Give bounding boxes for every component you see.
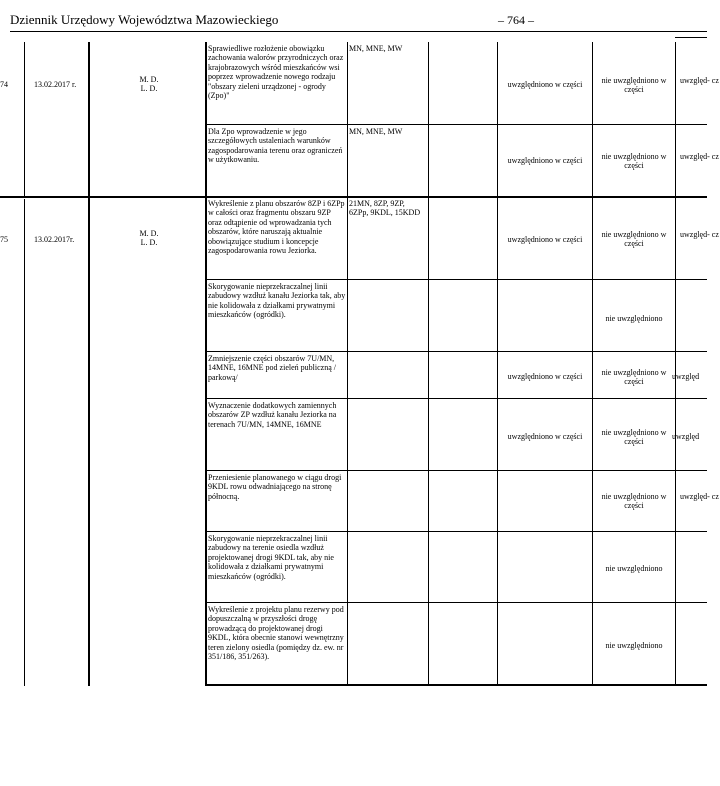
table-hline bbox=[205, 531, 707, 532]
remark-extra: uwzględ- cz bbox=[680, 76, 719, 85]
remark-extra: uwzględ- cz bbox=[680, 492, 719, 501]
applicant-initials: M. D. bbox=[139, 229, 159, 238]
remark-zones: MN, MNE, MW bbox=[349, 44, 403, 53]
journal-title: Dziennik Urzędowy Województwa Mazowieckiego bbox=[10, 12, 279, 27]
remark-decision: nie uwzględniono w części bbox=[601, 76, 667, 95]
remark-decision: nie uwzględniono w części bbox=[601, 230, 667, 249]
entry-date: 13.02.2017 r. bbox=[34, 80, 77, 89]
table-hline bbox=[0, 196, 707, 198]
remark-description: Wyznaczenie dodatkowych zamiennych obszarów ZP wzdłuż kanału Jeziorka na terenach 7U/MN, 14MNE, 16MNE bbox=[208, 401, 337, 429]
remark-result: uwzględniono w części bbox=[507, 235, 583, 244]
remark-description: Zmniejszenie części obszarów 7U/MN, 14MNE, 16MNE pod zieleń publiczną / parkową/ bbox=[208, 354, 336, 382]
remark-extra: uwzględ- cz bbox=[680, 152, 719, 161]
table-hline bbox=[205, 470, 707, 471]
table-hline bbox=[205, 351, 707, 352]
remark-description: Skorygowanie nieprzekraczalnej linii zabudowy na terenie osiedla wzdłuż projektowanej drogi 9KDL tak, aby nie kolidowała z działkami prywatnymi mieszkańców (ogródki). bbox=[208, 534, 334, 581]
table-vline bbox=[592, 42, 593, 686]
remark-decision: nie uwzględniono w części bbox=[601, 152, 667, 171]
remark-decision: nie uwzględniono bbox=[605, 314, 663, 323]
remark-description: Wykreślenie z projektu planu rezerwy pod dopuszczalną w przyszłości drogę prowadzącą do projektowanej drogi 9KDL, która obecnie stanowi wewnętrzny teren zielony osiedla (pomiędzy dz. ew. nr 351/186, 351/263). bbox=[208, 605, 344, 662]
table-vline bbox=[205, 42, 207, 686]
table-vline bbox=[497, 42, 498, 686]
table-vline bbox=[428, 42, 429, 686]
applicant-initials: M. D. bbox=[139, 75, 159, 84]
remark-description: Sprawiedliwe rozłożenie obowiązku zachowania walorów przyrodniczych oraz krajobrazowych wśród mieszkańców wsi poprzez wprowadzenie nowego rodzaju "obszary zieleni urządzonej - ogrody (Zpo)" bbox=[208, 44, 344, 101]
applicant-initials: L. D. bbox=[140, 238, 158, 247]
header-rule bbox=[10, 31, 707, 32]
remark-description: Skorygowanie nieprzekraczalnej linii zabudowy wzdłuż kanału Jeziorka tak, aby nie kolidowała z działkami prywatnymi mieszkańców (ogródki). bbox=[208, 282, 346, 320]
remark-zones: MN, MNE, MW bbox=[349, 127, 403, 136]
remark-extra: uwzględ bbox=[672, 372, 700, 381]
applicant-initials: L. D. bbox=[140, 84, 158, 93]
remark-decision: nie uwzględniono w części bbox=[601, 368, 667, 387]
remark-extra: uwzględ- cz bbox=[680, 230, 719, 239]
table-hline bbox=[205, 124, 707, 125]
entry-number: 74 bbox=[0, 80, 8, 89]
remark-zones: 21MN, 8ZP, 9ZP, 6ZPp, 9KDL, 15KDD bbox=[349, 199, 421, 218]
table-hline bbox=[675, 37, 707, 38]
table-vline bbox=[675, 42, 676, 686]
remark-decision: nie uwzględniono w części bbox=[601, 492, 667, 511]
table-hline bbox=[205, 684, 707, 686]
remark-description: Dla Zpo wprowadzenie w jego szczegółowych ustaleniach warunków zagospodarowania terenu oraz ograniczeń w użytkowaniu. bbox=[208, 127, 343, 165]
table-vline bbox=[24, 199, 25, 686]
remark-result: uwzględniono w części bbox=[507, 372, 583, 381]
entry-number: 75 bbox=[0, 235, 8, 244]
remark-decision: nie uwzględniono w części bbox=[601, 428, 667, 447]
table-hline bbox=[205, 602, 707, 603]
table-vline bbox=[347, 42, 348, 686]
page-number: – 764 – bbox=[498, 13, 534, 27]
table-hline bbox=[205, 279, 707, 280]
table-hline bbox=[205, 398, 707, 399]
remark-result: uwzględniono w części bbox=[507, 156, 583, 165]
remark-decision: nie uwzględniono bbox=[605, 641, 663, 650]
remark-description: Przeniesienie planowanego w ciągu drogi 9KDL rowu odwadniającego na stronę północną. bbox=[208, 473, 342, 501]
remark-description: Wykreślenie z planu obszarów 8ZP i 6ZPp w całości oraz fragmentu obszaru 9ZP oraz odtąpienie od wprowadzania tych obszarów, które naruszają aktualnie obowiązujące studium i koncepcje zagospodarowania rowu Jeziorka. bbox=[208, 199, 345, 256]
remark-decision: nie uwzględniono bbox=[605, 564, 663, 573]
table-vline bbox=[88, 42, 90, 686]
remark-extra: uwzględ bbox=[672, 432, 700, 441]
remark-result: uwzględniono w części bbox=[507, 432, 583, 441]
entry-date: 13.02.2017r. bbox=[34, 235, 75, 244]
table-vline bbox=[24, 42, 25, 197]
remark-result: uwzględniono w części bbox=[507, 80, 583, 89]
